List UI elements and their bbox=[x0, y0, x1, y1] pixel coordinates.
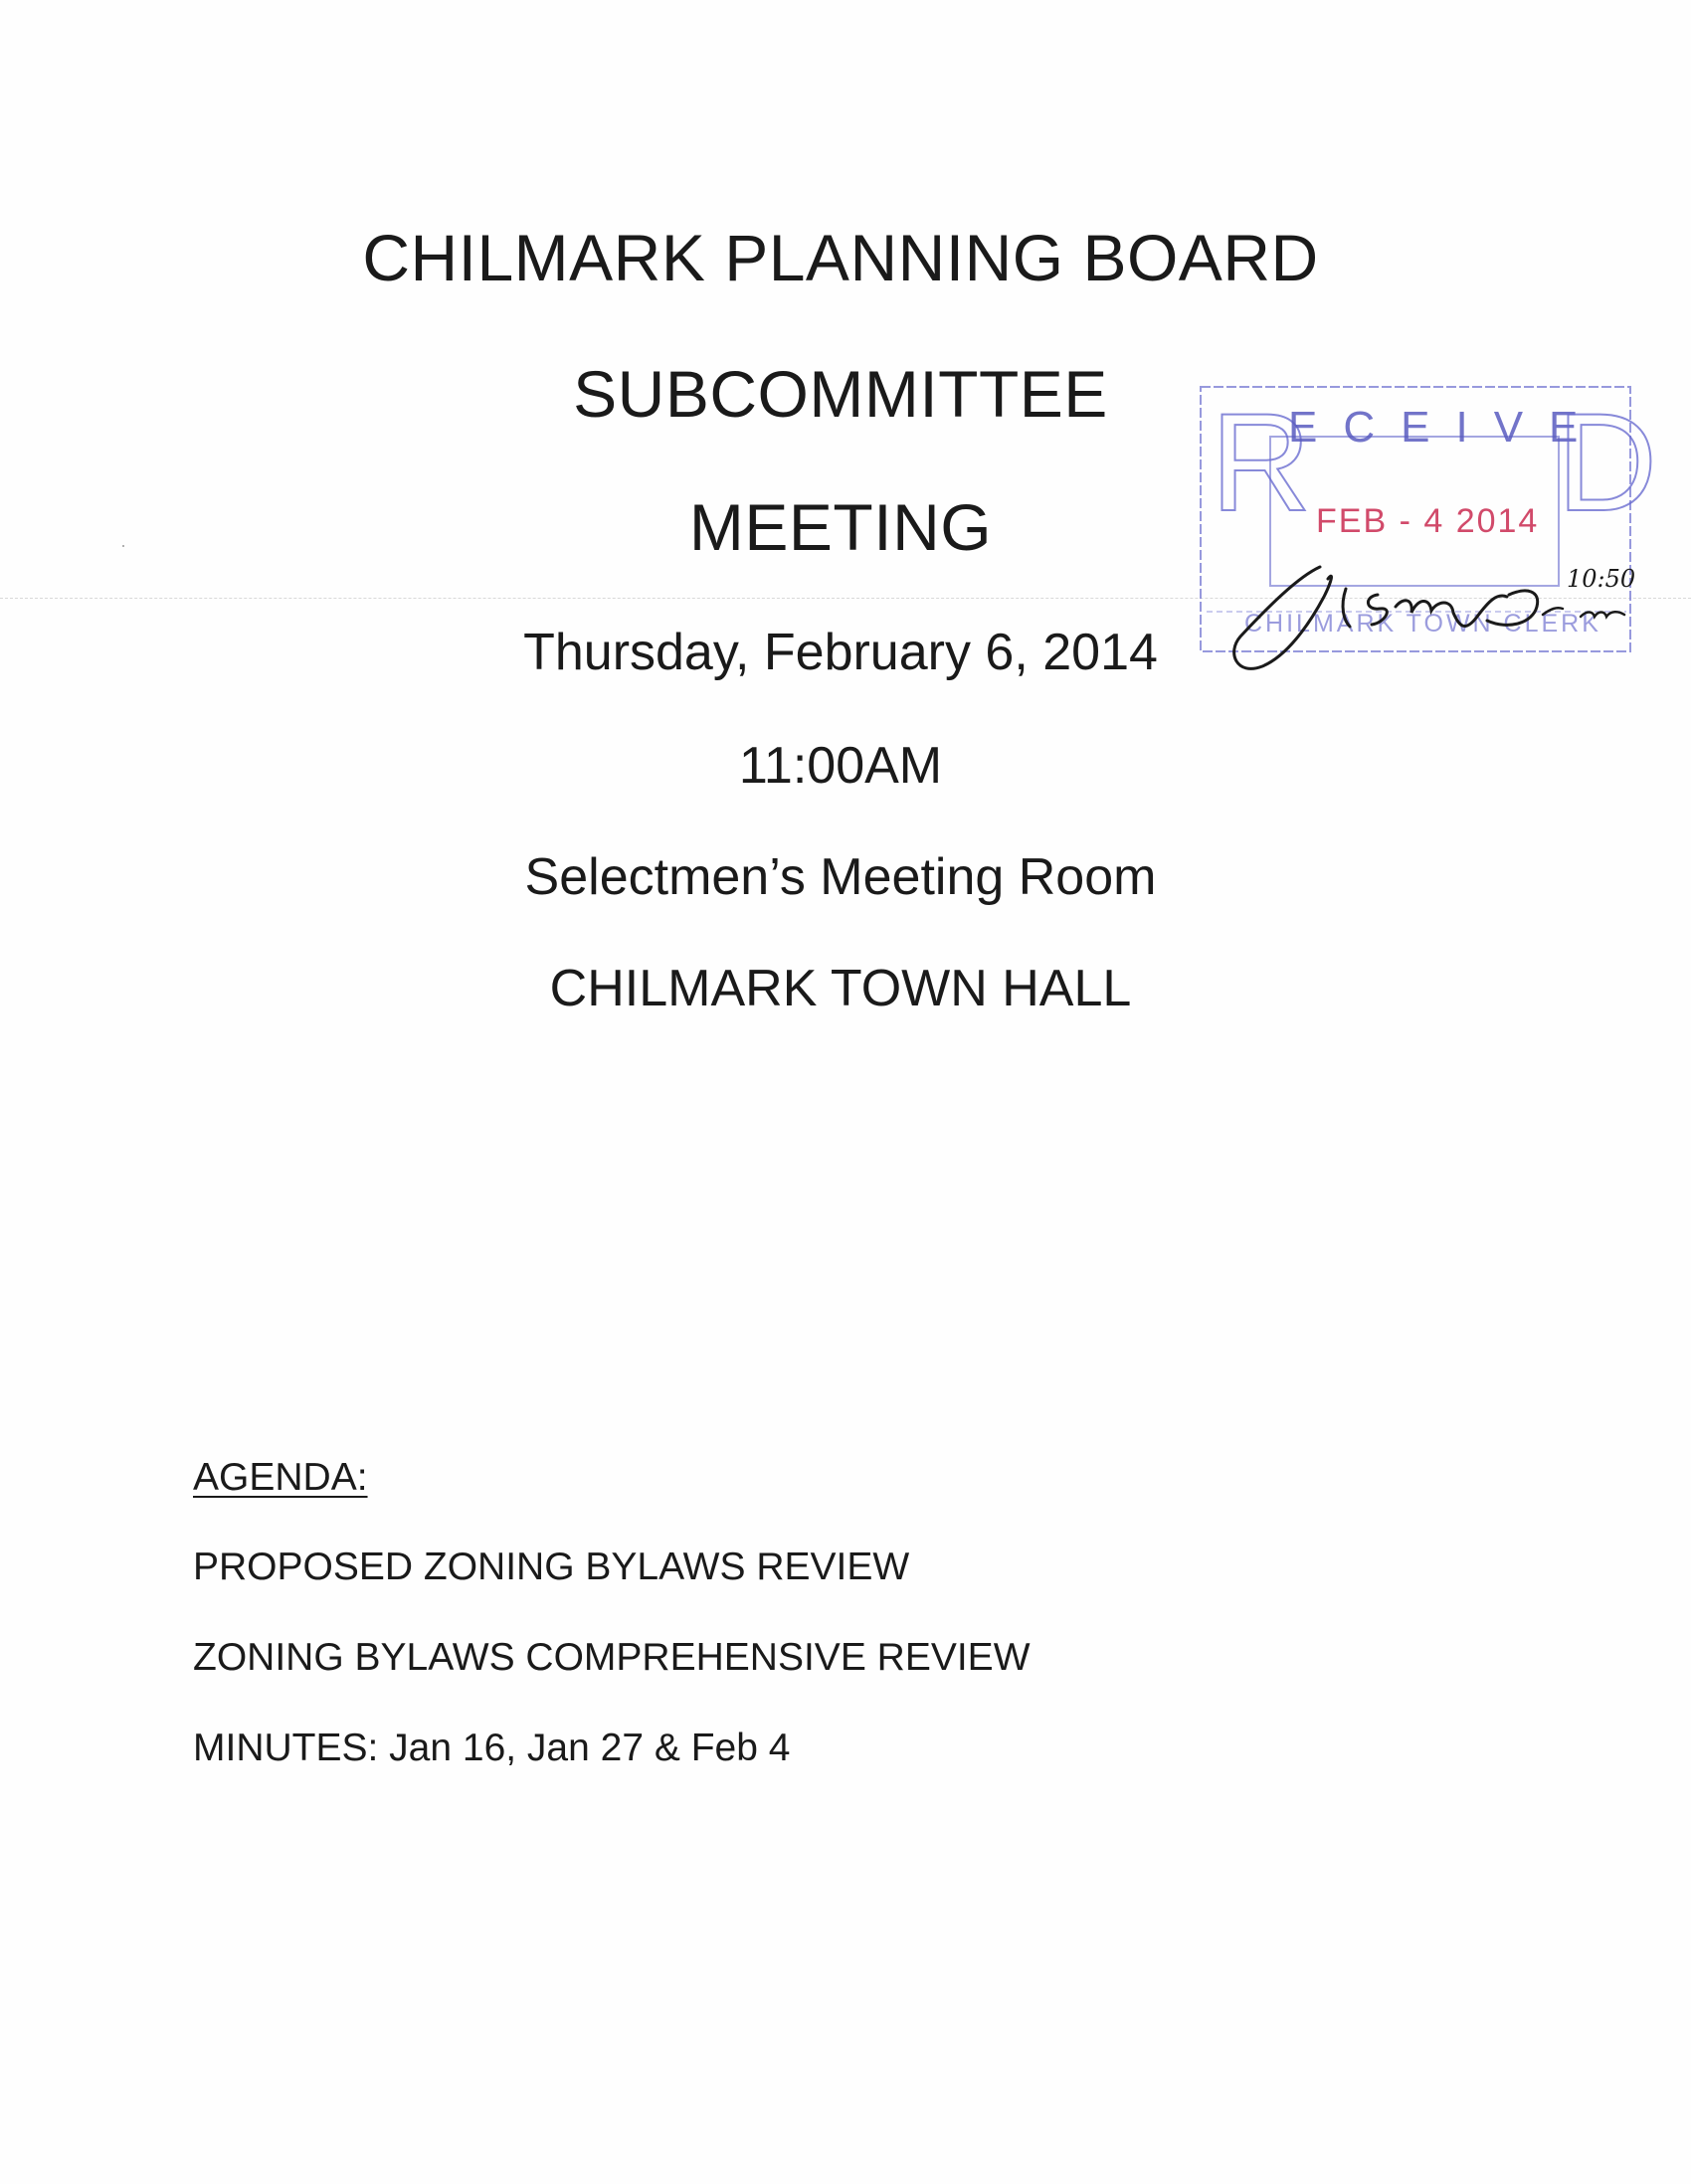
meeting-location: CHILMARK TOWN HALL bbox=[549, 960, 1132, 1017]
meeting-date: Thursday, February 6, 2014 bbox=[523, 624, 1158, 681]
handwritten-time: 10:50 bbox=[1567, 565, 1636, 593]
subcommittee-title: SUBCOMMITTEE bbox=[573, 357, 1108, 431]
board-name-title: CHILMARK PLANNING BOARD bbox=[362, 221, 1319, 294]
stamp-letter-d: D bbox=[1557, 384, 1658, 540]
stamp-office: CHILMARK TOWN CLERK bbox=[1244, 610, 1601, 637]
meeting-room: Selectmen’s Meeting Room bbox=[524, 848, 1157, 906]
stamp-letter-r: R bbox=[1211, 384, 1312, 540]
stamp-date: FEB - 4 2014 bbox=[1316, 502, 1540, 540]
agenda-heading: AGENDA: bbox=[193, 1456, 368, 1499]
clerk-signature bbox=[1228, 537, 1646, 686]
agenda-item-minutes: MINUTES: Jan 16, Jan 27 & Feb 4 bbox=[193, 1727, 791, 1769]
meeting-title: MEETING bbox=[688, 490, 993, 564]
agenda-item-zoning-proposed: PROPOSED ZONING BYLAWS REVIEW bbox=[193, 1546, 910, 1588]
meeting-time: 11:00AM bbox=[738, 737, 943, 795]
stamp-received-text: ECEIVE bbox=[1288, 403, 1604, 452]
agenda-item-zoning-comprehensive: ZONING BYLAWS COMPREHENSIVE REVIEW bbox=[193, 1636, 1031, 1679]
